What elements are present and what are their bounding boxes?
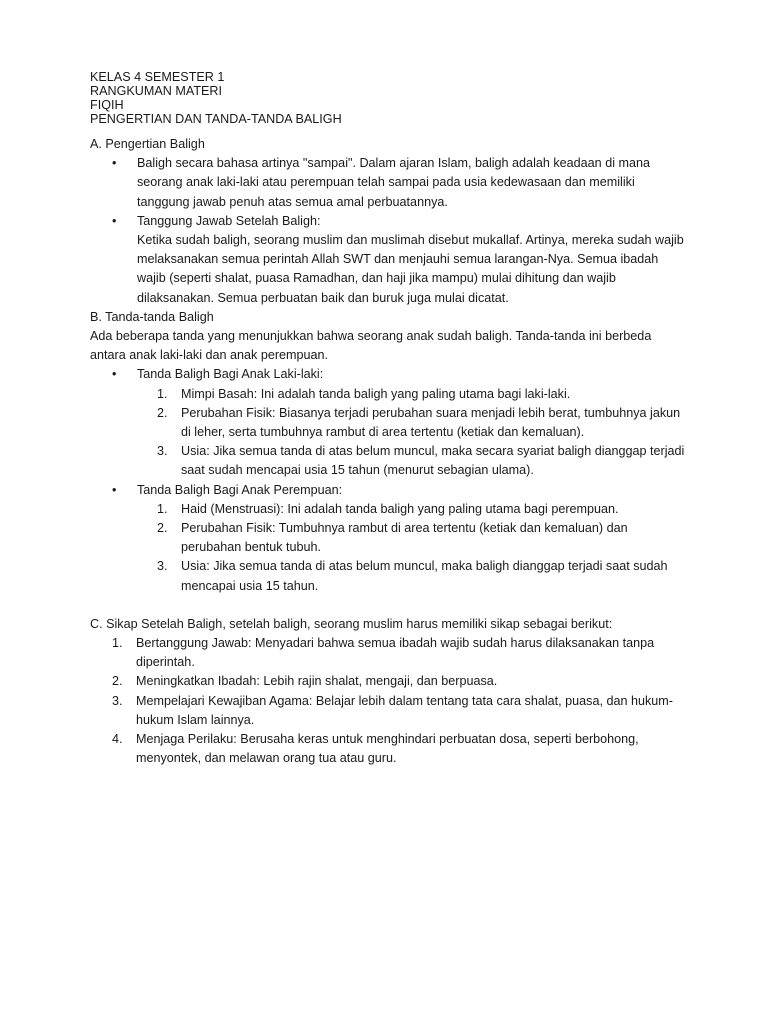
section-b-title: B. Tanda-tanda Baligh	[90, 309, 214, 324]
paragraph-spacer	[90, 596, 690, 615]
header-summary: RANGKUMAN MATERI	[90, 84, 223, 98]
list-item	[90, 730, 690, 768]
list-text: Perubahan Fisik: Biasanya terjadi perubahan suara menjadi lebih berat, tumbuhnya jakun di leher, serta tumbuhnya rambut di area tertentu (ketiak dan kemaluan).	[181, 405, 681, 440]
list-item	[90, 442, 690, 480]
list-number: 3.	[157, 444, 168, 459]
list-item	[90, 634, 690, 672]
bullet-title: Tanggung Jawab Setelah Baligh:	[137, 213, 321, 228]
list-item	[90, 385, 690, 404]
document-page	[90, 70, 690, 769]
list-text: Bertanggung Jawab: Menyadari bahwa semua ibadah wajib sudah harus dilaksanakan tanpa diperintah.	[136, 636, 655, 670]
section-a-title: A. Pengertian Baligh	[90, 137, 205, 151]
list-item	[90, 500, 690, 519]
bullet-marker: •	[112, 482, 117, 497]
list-item	[90, 692, 690, 730]
list-number: 1.	[157, 501, 168, 516]
list-item	[90, 557, 690, 595]
section-a-bullet-2	[90, 212, 690, 308]
list-text: Meningkatkan Ibadah: Lebih rajin shalat, mengaji, dan berpuasa.	[136, 674, 498, 689]
list-number: 1.	[157, 386, 168, 401]
bullet-text: Tanda Baligh Bagi Anak Perempuan:	[137, 482, 343, 497]
bullet-text: Ketika sudah baligh, seorang muslim dan muslimah disebut mukallaf. Artinya, mereka sudah wajib melaksanakan semua perintah Allah SWT dan menjauhi semua larangan-Nya. Semua ibadah wajib (seperti shalat, puasa Ramadhan, dan haji jika mampu) mulai dihitung dan wajib dilaksanakan. Semua perbuatan baik dan buruk juga mulai dicatat.	[137, 233, 684, 305]
list-text: Perubahan Fisik: Tumbuhnya rambut di area tertentu (ketiak dan kemaluan) dan perubahan bentuk tubuh.	[181, 521, 628, 555]
section-b-boys-bullet	[90, 365, 690, 384]
bullet-marker: •	[112, 156, 117, 171]
section-a-bullet-1	[90, 154, 690, 212]
bullet-marker: •	[112, 213, 117, 228]
list-number: 2.	[157, 405, 168, 420]
list-number: 3.	[157, 559, 168, 574]
list-item	[90, 519, 690, 557]
bullet-text: Baligh secara bahasa artinya "sampai". Dalam ajaran Islam, baligh adalah keadaan di mana seorang anak laki-laki atau perempuan telah sampai pada usia kedewasaan dan memiliki tanggung jawab penuh atas semua amal perbuatannya.	[137, 156, 650, 209]
list-number: 2.	[112, 674, 123, 689]
list-number: 4.	[112, 732, 123, 747]
list-text: Mempelajari Kewajiban Agama: Belajar lebih dalam tentang tata cara shalat, puasa, dan hukum-hukum Islam lainnya.	[136, 693, 673, 727]
header-topic: PENGERTIAN DAN TANDA-TANDA BALIGH	[90, 112, 342, 126]
list-text: Mimpi Basah: Ini adalah tanda baligh yang paling utama bagi laki-laki.	[181, 386, 571, 401]
list-item	[90, 672, 690, 691]
list-number: 2.	[157, 521, 168, 536]
list-number: 1.	[112, 636, 123, 651]
list-text: Haid (Menstruasi): Ini adalah tanda baligh yang paling utama bagi perempuan.	[181, 501, 619, 516]
list-text: Menjaga Perilaku: Berusaha keras untuk menghindari perbuatan dosa, seperti berbohong, menyontek, dan melawan orang tua atau guru.	[136, 732, 639, 766]
bullet-text: Tanda Baligh Bagi Anak Laki-laki:	[137, 367, 324, 382]
section-c-title: C. Sikap Setelah Baligh, setelah baligh, seorang muslim harus memiliki sikap sebagai berikut:	[90, 616, 613, 631]
list-text: Usia: Jika semua tanda di atas belum muncul, maka secara syariat baligh dianggap terjadi saat sudah mencapai usia 15 tahun (menurut sebagian ulama).	[181, 444, 685, 478]
section-b-intro: Ada beberapa tanda yang menunjukkan bahwa seorang anak sudah baligh. Tanda-tanda ini berbeda antara anak laki-laki dan anak perempuan.	[90, 329, 652, 363]
bullet-marker: •	[112, 367, 117, 382]
list-item	[90, 404, 690, 442]
list-text: Usia: Jika semua tanda di atas belum muncul, maka baligh dianggap terjadi saat sudah mencapai usia 15 tahun.	[181, 559, 668, 593]
header-subject: FIQIH	[90, 98, 124, 112]
document-header	[90, 70, 690, 126]
section-b-girls-bullet	[90, 481, 690, 500]
header-class: KELAS 4 SEMESTER 1	[90, 70, 225, 84]
list-number: 3.	[112, 693, 123, 708]
